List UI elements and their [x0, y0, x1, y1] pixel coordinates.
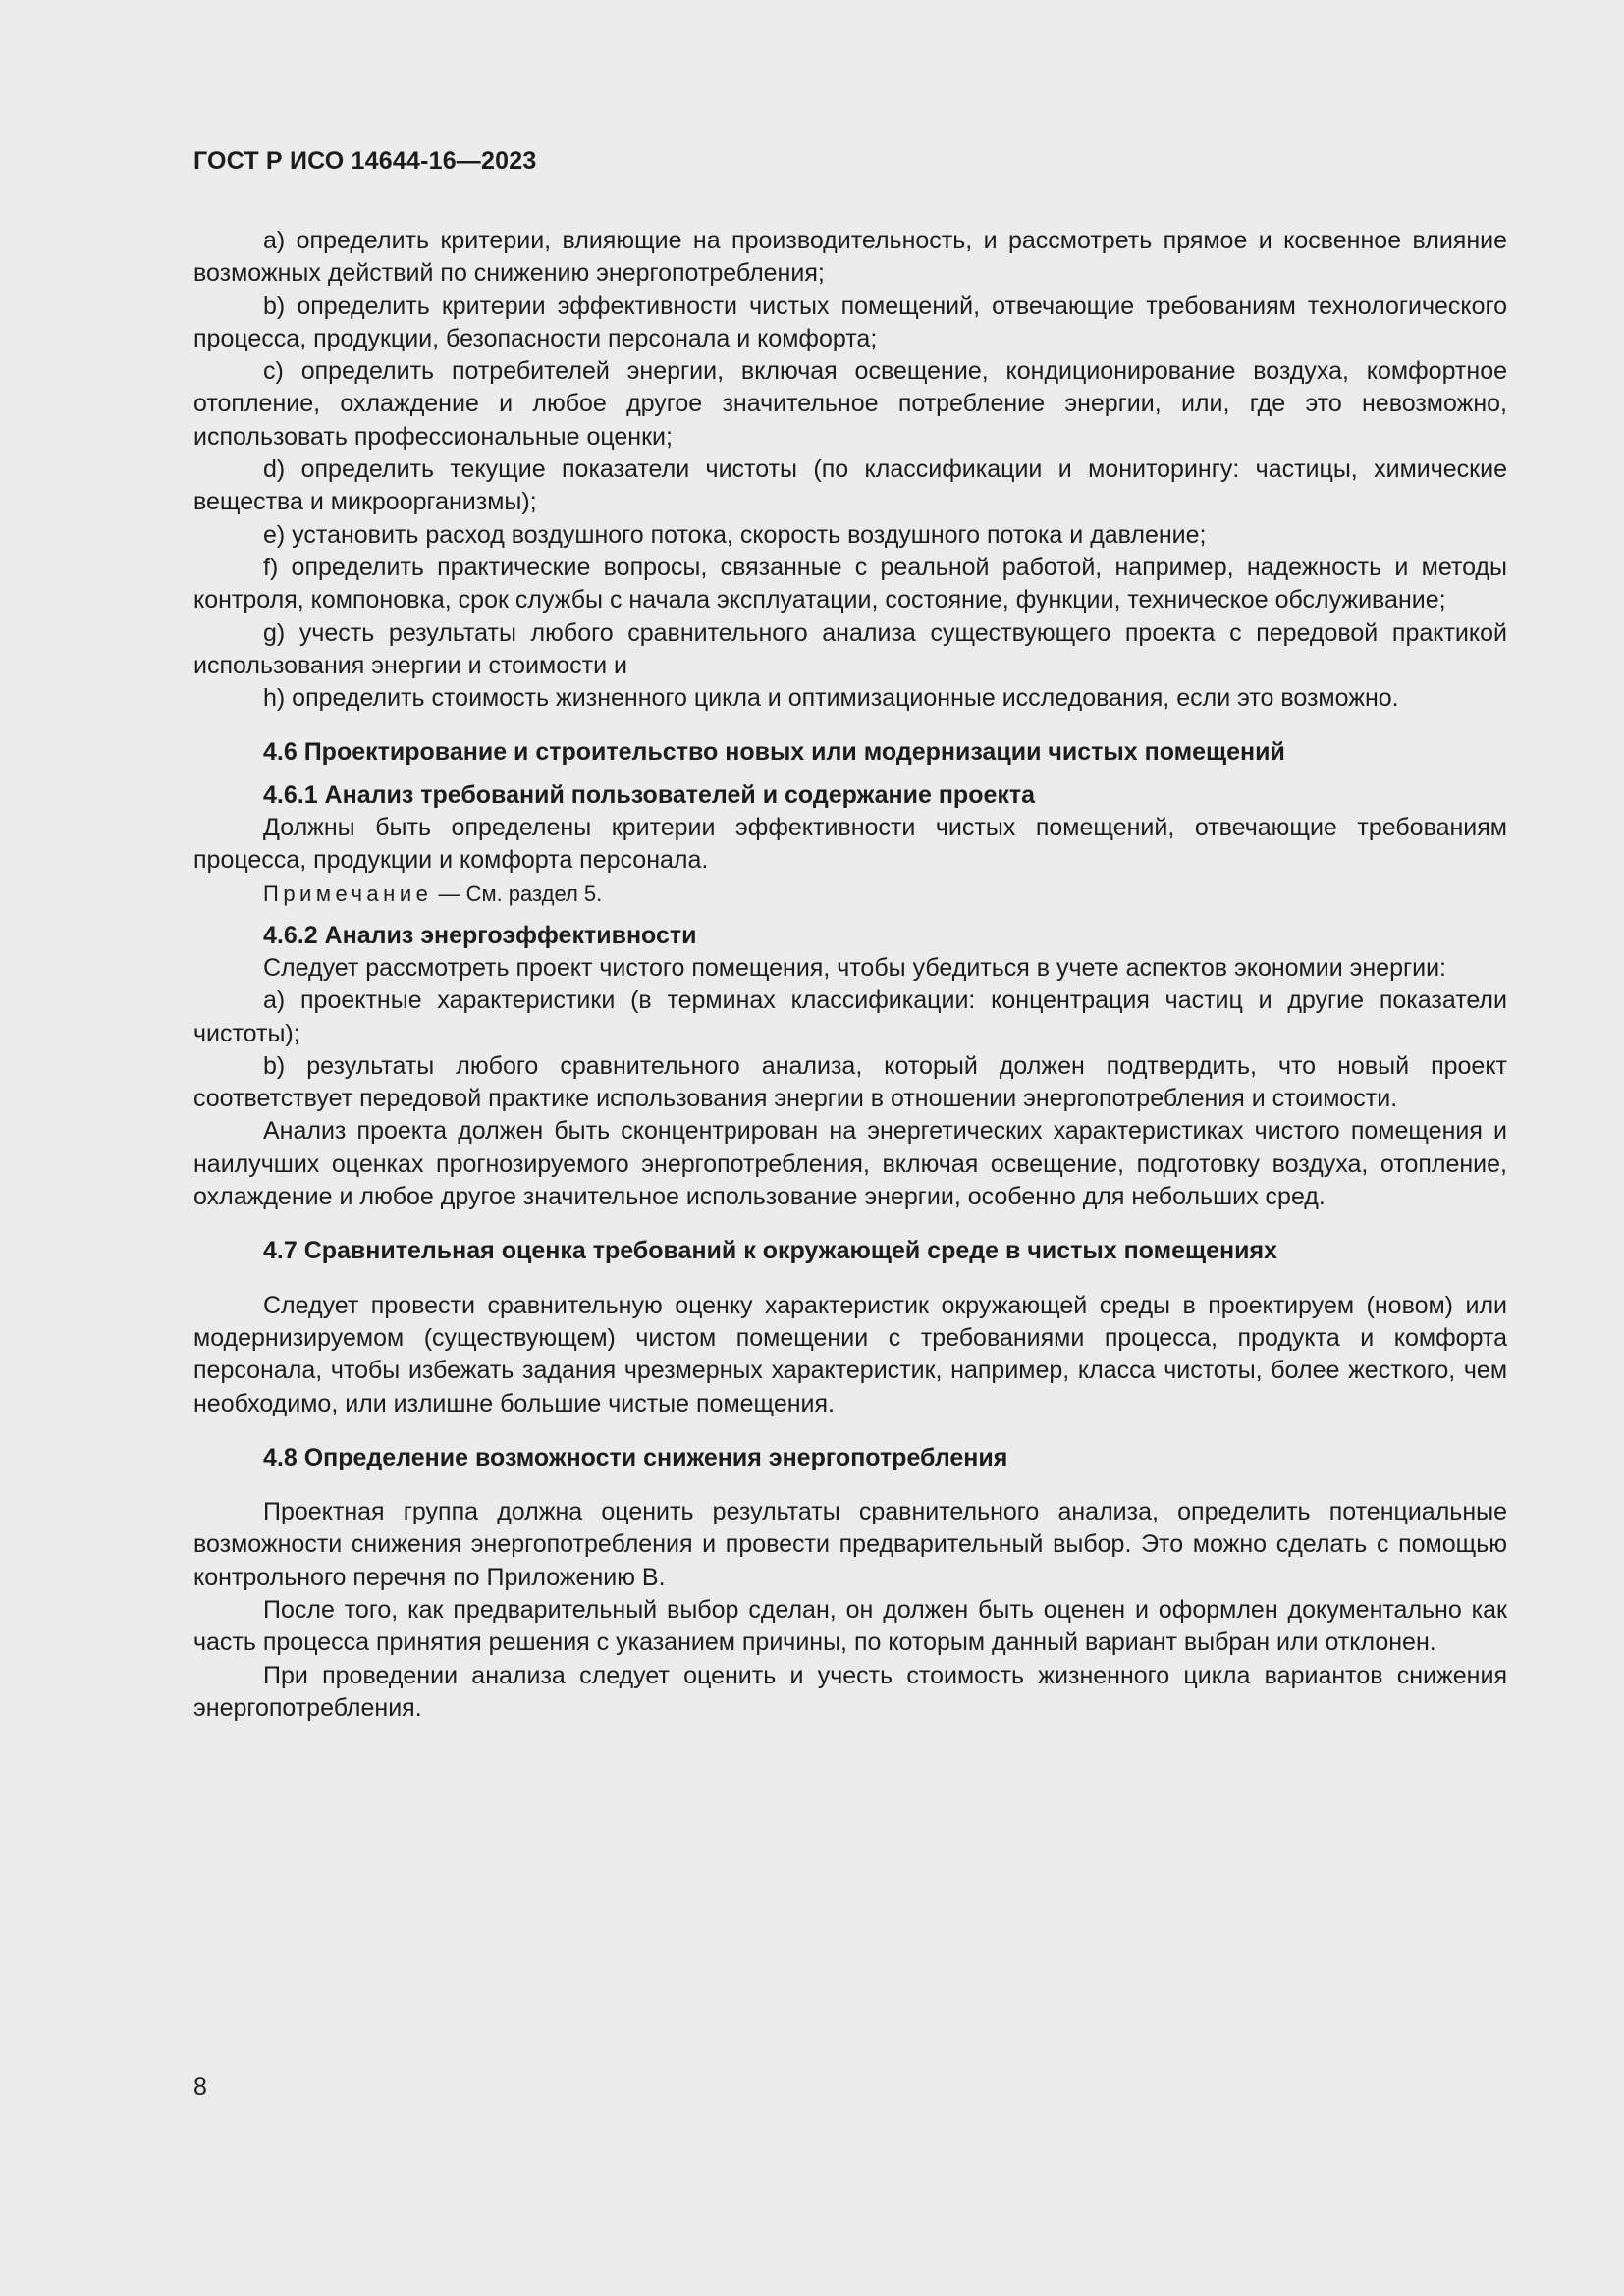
section-4-6-2-item-b: b) результаты любого сравнительного анализа, который должен подтвердить, что новый проект соответствует передовой практике использования энергии в отношении энергопотребления и стоимости.: [193, 1051, 1507, 1113]
list-item-f: f) определить практические вопросы, связанные с реальной работой, например, надежность и методы контроля, компоновка, срок службы с начала эксплуатации, состояние, функции, техническое обслуживание;: [193, 553, 1507, 614]
note-label: Примечание: [263, 881, 433, 906]
section-4-6-2-heading: 4.6.2 Анализ энергоэффективности: [263, 921, 697, 949]
list-item-d: d) определить текущие показатели чистоты (по классификации и мониторингу: частицы, химические вещества и микроорганизмы);: [193, 455, 1507, 516]
list-item-a: а) определить критерии, влияющие на производительность, и рассмотреть прямое и косвенное влияние возможных действий по снижению энергопотребления;: [193, 227, 1507, 288]
section-4-6-2-intro: Следует рассмотреть проект чистого помещения, чтобы убедиться в учете аспектов экономии энергии:: [263, 953, 1446, 982]
document-code-header: ГОСТ Р ИСО 14644-16—2023: [193, 147, 537, 175]
list-item-b: b) определить критерии эффективности чистых помещений, отвечающие требованиям технологического процесса, продукции, безопасности персонала и комфорта;: [193, 292, 1507, 352]
section-4-8-heading: 4.8 Определение возможности снижения энергопотребления: [263, 1443, 1008, 1471]
section-4-6-2-closing: Анализ проекта должен быть сконцентрирован на энергетических характеристиках чистого помещения и наилучших оценках прогнозируемого энергопотребления, включая освещение, подготовку воздуха, отопление, охлаждение и любое другое значительное использование энергии, особенно для небольших сред.: [193, 1117, 1507, 1211]
list-item-c: с) определить потребителей энергии, включая освещение, кондиционирование воздуха, комфортное отопление, охлаждение и любое другое значительное потребление энергии, или, где это невозможно, использовать профессиональные оценки;: [193, 357, 1507, 451]
note-text: — См. раздел 5.: [432, 881, 603, 906]
page-number: 8: [193, 2073, 207, 2101]
section-4-6-1-heading: 4.6.1 Анализ требований пользователей и содержание проекта: [263, 780, 1036, 809]
note: [193, 878, 1507, 910]
section-4-7-text: Следует провести сравнительную оценку характеристик окружающей среды в проектируем (новом) или модернизируемом (существующем) чистом помещении с требованиями процесса, продукта и комфорта персонала, чтобы избежать задания чрезмерных характеристик, например, класса чистоты, более жесткого, чем необходимо, или излишне большие чистые помещения.: [193, 1291, 1507, 1417]
list-item-g: g) учесть результаты любого сравнительного анализа существующего проекта с передовой практикой использования энергии и стоимости и: [193, 618, 1507, 679]
section-4-6-heading: 4.6 Проектирование и строительство новых или модернизации чистых помещений: [263, 738, 1285, 767]
section-4-8-paragraph-2: После того, как предварительный выбор сделан, он должен быть оценен и оформлен документально как часть процесса принятия решения с указанием причины, по которым данный вариант выбран или отклонен.: [193, 1595, 1507, 1657]
section-4-8-paragraph-1: Проектная группа должна оценить результаты сравнительного анализа, определить потенциальные возможности снижения энергопотребления и провести предварительный выбор. Это можно сделать с помощью контрольного перечня по Приложению В.: [193, 1498, 1507, 1591]
list-item-h: h) определить стоимость жизненного цикла и оптимизационные исследования, если это возможно.: [263, 684, 1399, 713]
section-4-8-paragraph-3: При проведении анализа следует оценить и учесть стоимость жизненного цикла вариантов снижения энергопотребления.: [193, 1661, 1507, 1722]
section-4-6-2-item-a: а) проектные характеристики (в терминах классификации: концентрация частиц и другие показатели чистоты);: [193, 987, 1507, 1047]
section-4-6-1-text: Должны быть определены критерии эффективности чистых помещений, отвечающие требованиям процесса, продукции и комфорта персонала.: [193, 814, 1507, 875]
list-item-e: е) установить расход воздушного потока, скорость воздушного потока и давление;: [263, 520, 1207, 549]
page-content: [193, 225, 1507, 1725]
section-4-7-heading: 4.7 Сравнительная оценка требований к окружающей среде в чистых помещениях: [263, 1237, 1277, 1265]
